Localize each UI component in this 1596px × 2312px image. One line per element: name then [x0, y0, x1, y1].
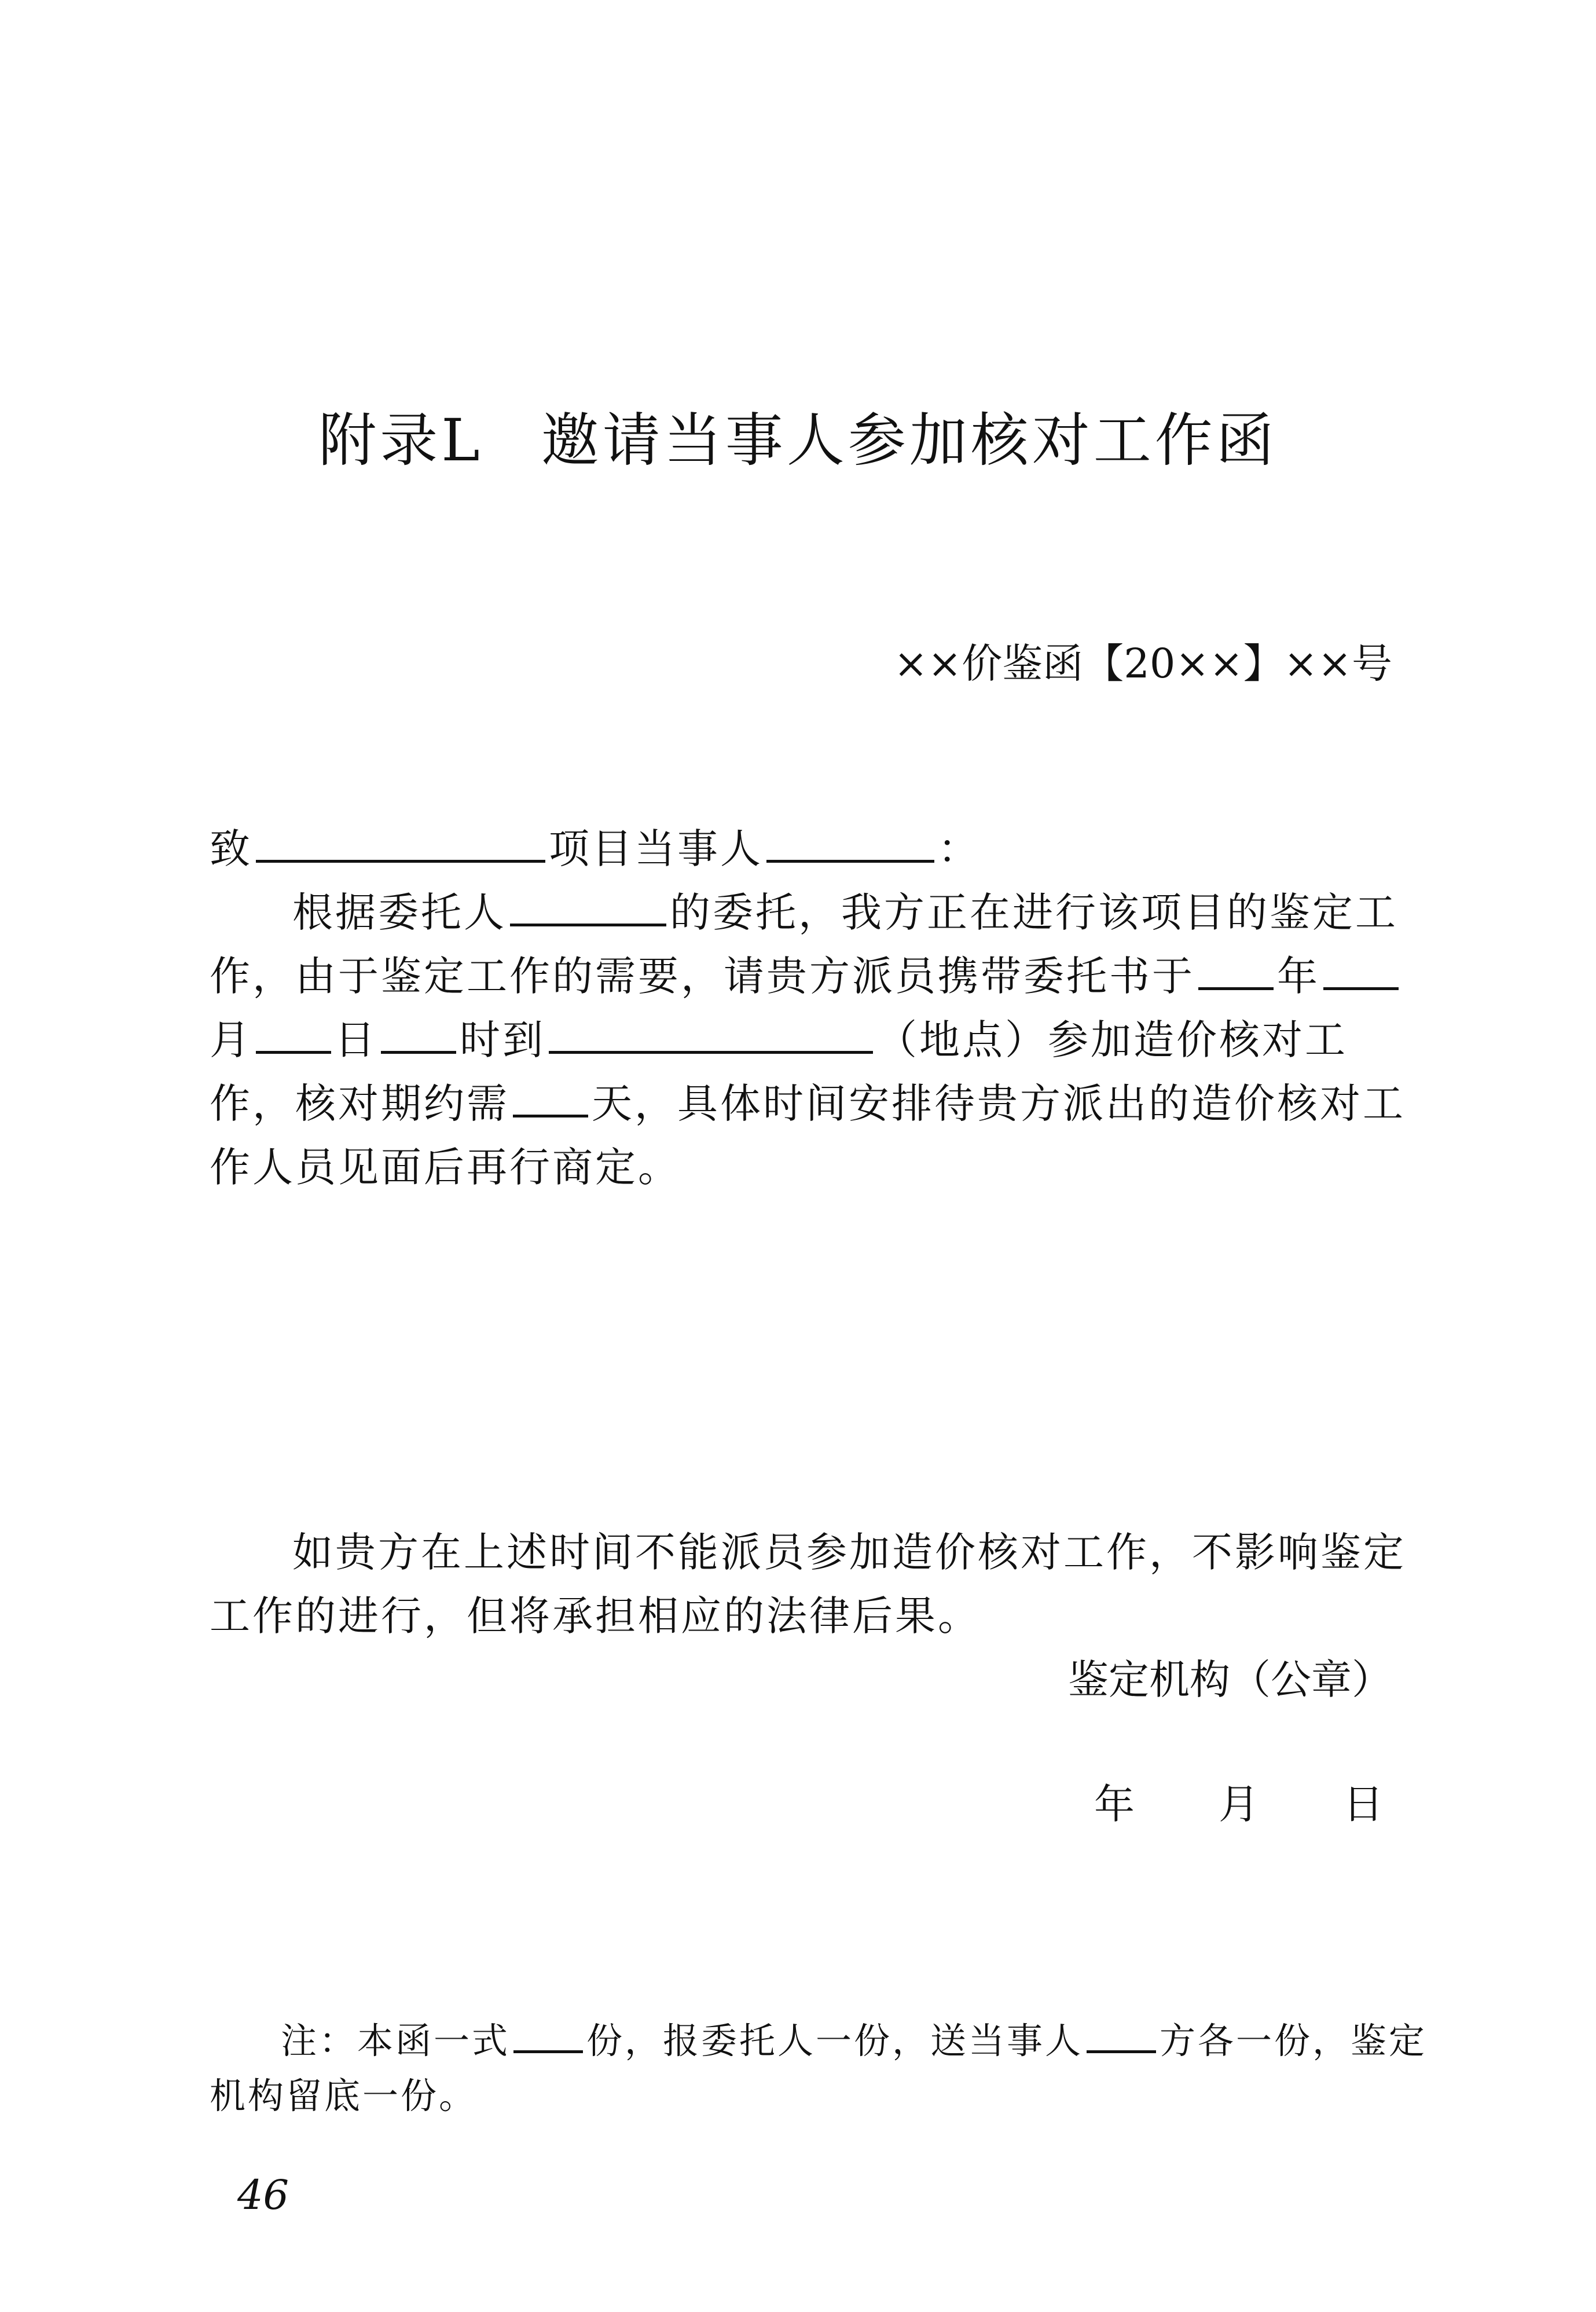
blank-year	[1198, 951, 1274, 990]
body-text: 日	[335, 1016, 377, 1064]
warning-line-1: 如贵方在上述时间不能派员参加造价核对工作，不影响鉴定	[292, 1529, 1406, 1576]
note-line-2: 机构留底一份。	[210, 2075, 478, 2117]
body-text: 作，由于鉴定工作的需要，请贵方派员携带委托书于	[210, 952, 1195, 1000]
note-text: 注：本函一式	[281, 2020, 511, 2062]
reference-number: ××价鉴函【20××】××号	[894, 640, 1392, 687]
body-line-4	[210, 1071, 1406, 1130]
body-line-3	[210, 1007, 1348, 1066]
issuer-seal: 鉴定机构（公章）	[1068, 1656, 1392, 1703]
blank-recipient	[256, 823, 545, 863]
body-text: 作，核对期约需	[210, 1080, 509, 1127]
note-text: 方各一份，鉴定	[1160, 2020, 1428, 2062]
blank-day	[256, 1014, 331, 1054]
body-text: 根据委托人	[292, 889, 507, 936]
body-text: （地点）参加造价核对工	[876, 1016, 1348, 1064]
body-line-5: 作人员见面后再行商定。	[210, 1144, 681, 1191]
blank-days	[513, 1078, 588, 1117]
blank-hour	[381, 1014, 456, 1054]
body-text: 时到	[460, 1016, 545, 1064]
blank-client	[510, 887, 666, 926]
date-year: 年	[1094, 1780, 1135, 1828]
salutation-colon: ：	[938, 825, 981, 873]
body-text: 月	[210, 1016, 252, 1064]
salutation-line	[210, 816, 981, 875]
note-text: 份，报委托人一份，送当事人	[586, 2020, 1084, 2062]
body-text: 年	[1277, 952, 1320, 1000]
blank-party	[766, 823, 934, 863]
blank-copies	[513, 2018, 583, 2053]
note-line-1	[281, 2012, 1427, 2064]
page-title	[0, 394, 1596, 477]
date-day: 日	[1343, 1780, 1384, 1828]
body-text: 天，具体时间安排待贵方派出的造价核对工	[592, 1080, 1406, 1127]
blank-parties	[1087, 2018, 1156, 2053]
blank-month	[1323, 951, 1399, 990]
body-text: 的委托，我方正在进行该项目的鉴定工	[670, 889, 1398, 936]
body-line-1	[292, 880, 1398, 939]
title-text: 邀请当事人参加核对工作函	[541, 406, 1278, 474]
blank-location	[549, 1014, 873, 1054]
appendix-label: 附录L	[318, 406, 483, 474]
page-number: 46	[237, 2171, 289, 2219]
date-month: 月	[1219, 1780, 1259, 1828]
body-line-2	[210, 944, 1402, 1002]
warning-line-2: 工作的进行，但将承担相应的法律后果。	[210, 1592, 981, 1640]
salutation-party: 项目当事人	[549, 825, 763, 873]
salutation-to: 致	[210, 825, 252, 873]
